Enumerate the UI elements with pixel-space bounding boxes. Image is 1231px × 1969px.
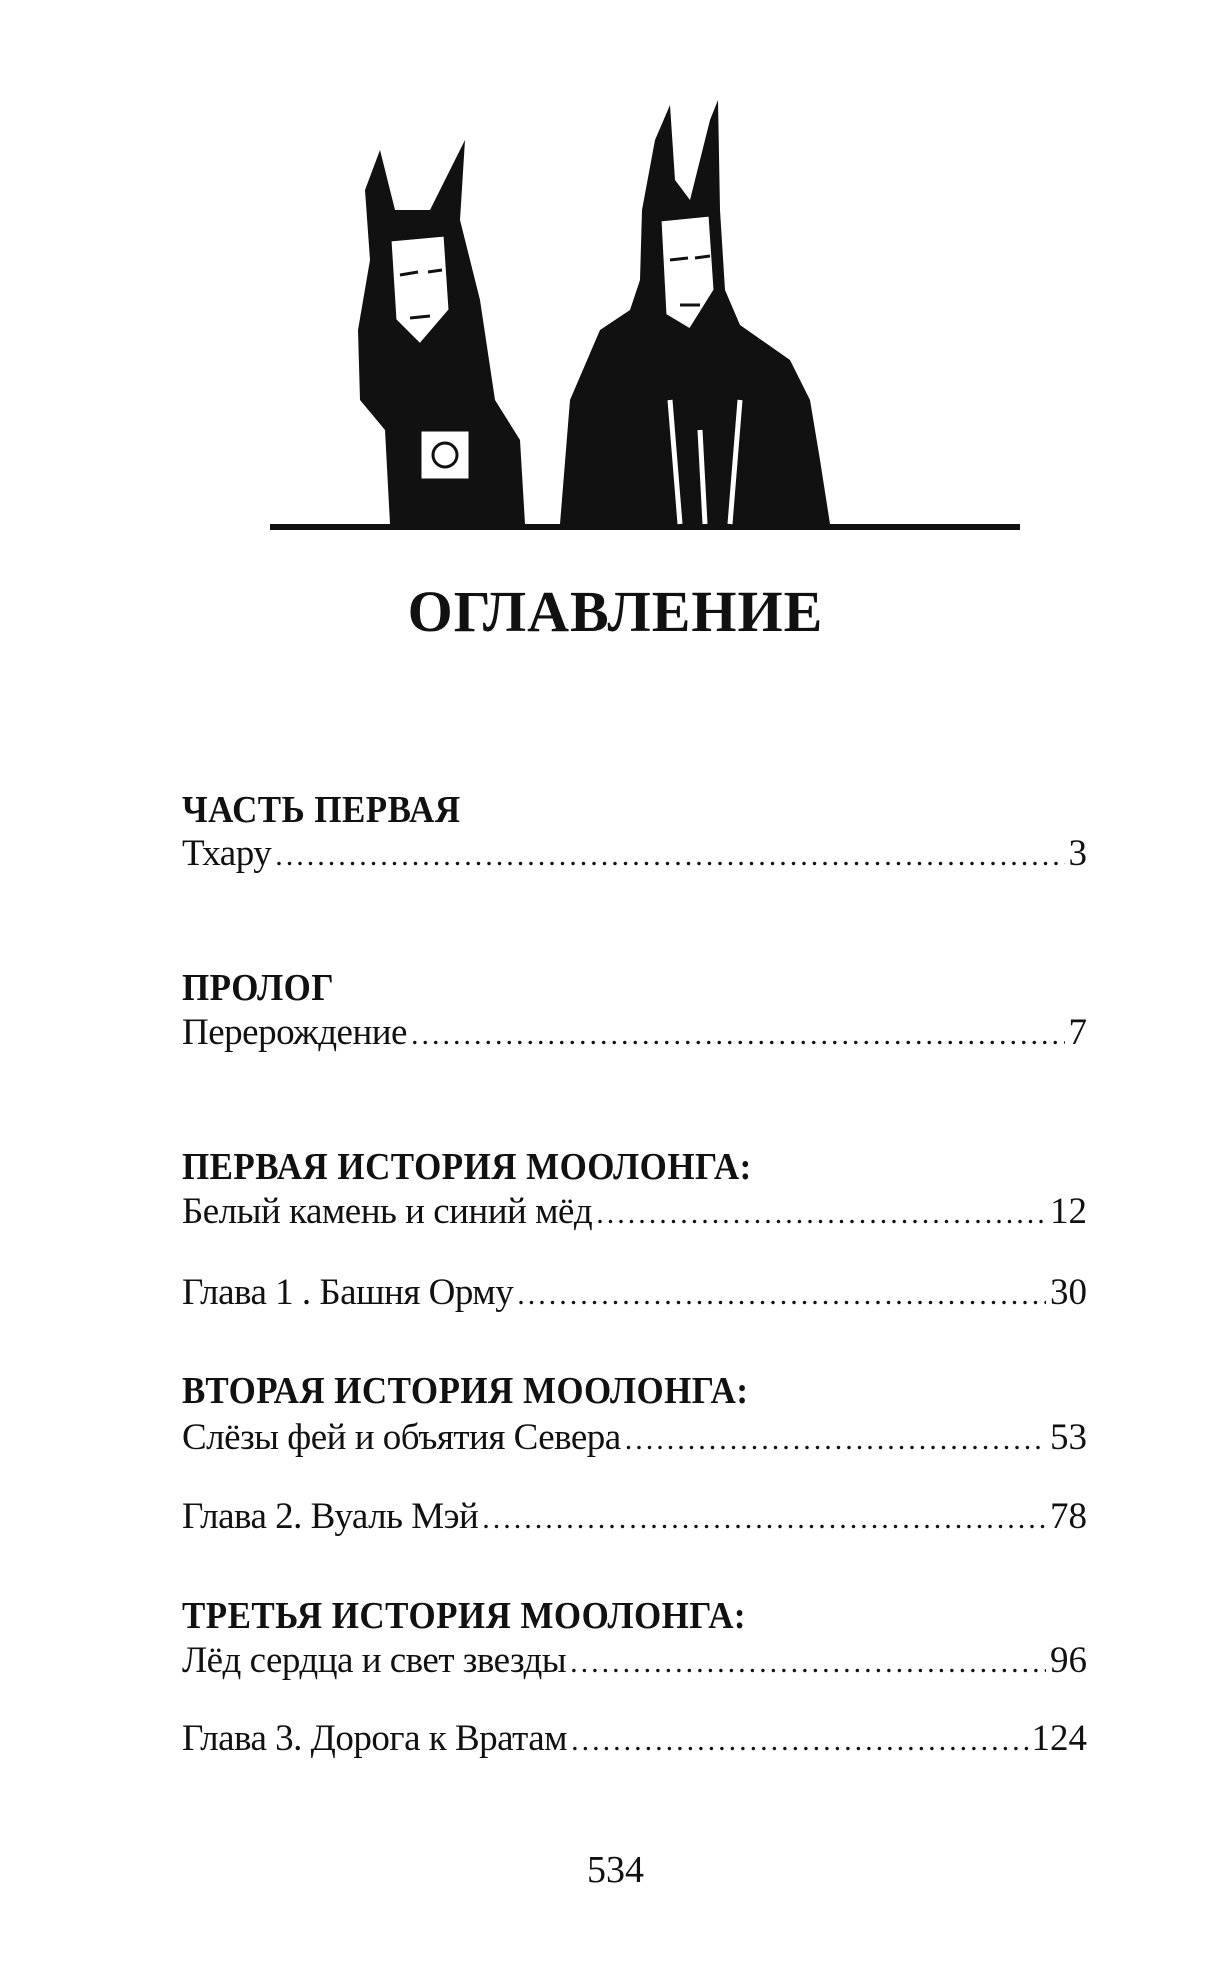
toc-entry-page: 124 [1031,1718,1087,1759]
toc-entry-label: Глава 3. Дорога к Вратам [182,1718,568,1759]
toc-entry-page: 96 [1050,1640,1087,1681]
toc-entry[interactable] [182,1190,1087,1233]
toc-entry-label: Слёзы фей и объятия Севера [182,1417,621,1458]
dot-leader [275,839,1064,873]
toc-entry-label: Глава 2. Вуаль Мэй [182,1496,479,1537]
toc-entry[interactable] [182,832,1087,875]
dot-leader [571,1724,1027,1758]
dot-leader [596,1197,1046,1231]
page-title: ОГЛАВЛЕНИЕ [407,579,824,644]
toc-entry[interactable] [182,1639,1087,1682]
toc-entry-label: Глава 1 . Башня Орму [182,1272,514,1313]
toc-entry-page: 12 [1050,1191,1087,1232]
section-heading: ЧАСТЬ ПЕРВАЯ [182,789,461,831]
toc-entry-label: Перерождение [182,1012,407,1053]
section-heading: ВТОРАЯ ИСТОРИЯ МООЛОНГА: [182,1370,749,1412]
toc-entry-label: Лёд сердца и свет звезды [182,1640,567,1681]
toc-entry[interactable] [182,1011,1087,1054]
dot-leader [625,1423,1046,1457]
toc-entry-page: 78 [1050,1496,1087,1537]
toc-entry-page: 3 [1068,833,1087,874]
toc-entry-page: 30 [1050,1272,1087,1313]
section-heading: ПЕРВАЯ ИСТОРИЯ МООЛОНГА: [182,1146,752,1188]
dot-leader [411,1018,1065,1052]
illustration-two-horned-figures [270,100,1020,545]
section-heading: ПРОЛОГ [182,967,335,1009]
toc-entry-page: 7 [1068,1012,1087,1053]
toc-entry[interactable] [182,1495,1087,1538]
toc-entry-page: 53 [1050,1417,1087,1458]
toc-entry-label: Белый камень и синий мёд [182,1191,593,1232]
dot-leader [482,1502,1046,1536]
toc-entry-label: Тхару [182,833,272,874]
toc-entry[interactable] [182,1717,1087,1760]
toc-entry[interactable] [182,1271,1087,1314]
dot-leader [517,1278,1046,1312]
dot-leader [570,1646,1046,1680]
page-number: 534 [587,1849,644,1891]
section-heading: ТРЕТЬЯ ИСТОРИЯ МООЛОНГА: [182,1595,747,1637]
toc-entry[interactable] [182,1416,1087,1459]
